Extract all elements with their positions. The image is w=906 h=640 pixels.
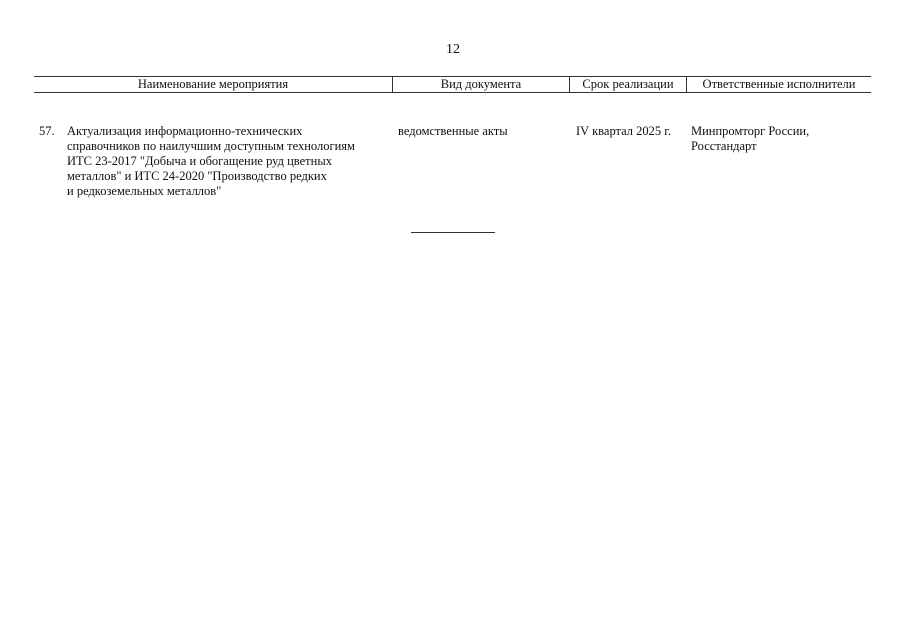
header-document-type: Вид документа [392, 77, 569, 92]
measure-name-line: металлов" и ИТС 24-2020 "Производство редких [67, 169, 327, 183]
end-divider [411, 232, 495, 233]
measure-name-line: ИТС 23-2017 "Добыча и обогащение руд цветных [67, 154, 332, 168]
table-header [34, 76, 871, 93]
executor-line: Росстандарт [691, 139, 757, 153]
deadline: IV квартал 2025 г. [576, 124, 672, 138]
measure-name-line: Актуализация информационно-технических [67, 124, 303, 138]
page-number: 12 [446, 42, 460, 57]
header-executors: Ответственные исполнители [686, 77, 871, 92]
measure-name [67, 124, 397, 199]
document-type: ведомственные акты [398, 124, 508, 138]
measure-name-line: и редкоземельных металлов" [67, 184, 222, 198]
executors [691, 124, 809, 154]
measures-table [34, 76, 871, 198]
header-measure-name: Наименование мероприятия [137, 77, 289, 91]
header-deadline: Срок реализации [569, 77, 686, 92]
executor-line: Минпромторг России, [691, 124, 810, 138]
row-number: 57. [39, 124, 55, 138]
table-row [34, 93, 871, 198]
measure-name-line: справочников по наилучшим доступным технологиям [67, 139, 355, 153]
